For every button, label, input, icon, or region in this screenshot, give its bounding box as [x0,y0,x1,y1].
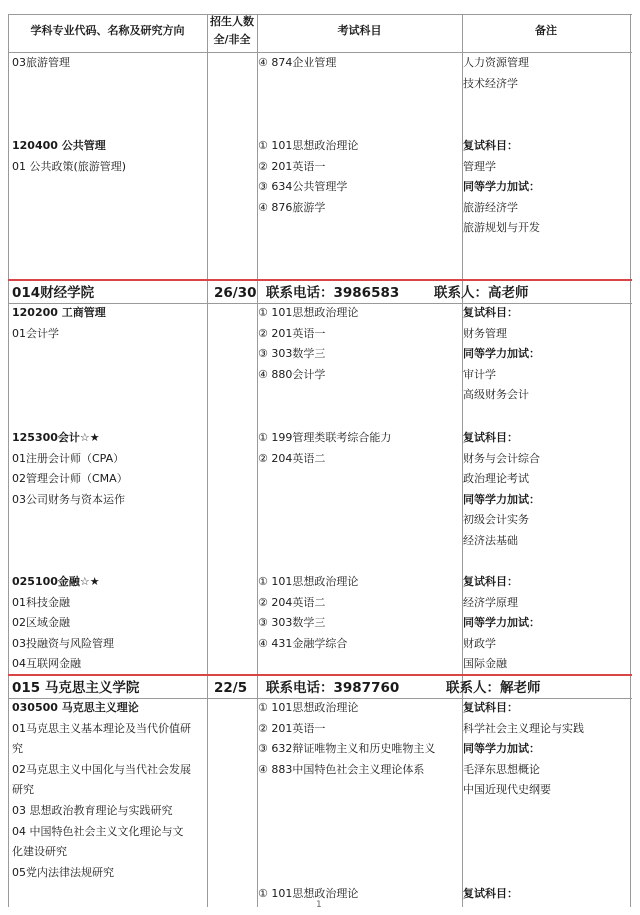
direction-item: 01科技金融 [12,595,70,609]
notes-cell [463,428,540,552]
direction-item: 02管理会计师（CMA） [12,472,128,486]
exam-item: ① 199管理类联考综合能力 [258,431,392,444]
table-top-border [8,14,632,15]
retest-label: 复试科目： [463,701,518,714]
notes-cell [463,572,540,675]
header-major: 学科专业代码、名称及研究方向 [30,24,185,37]
direction-item: 研究 [12,783,34,797]
exam-item: ④ 883中国特色社会主义理论体系 [258,762,425,776]
college-contact: 联系人：解老师 [446,680,541,696]
major-code: 120200 工商管理 [12,306,106,319]
direction-item: 04互联网金融 [12,657,81,671]
direction-item: 究 [12,742,23,756]
direction-item: 03公司财务与资本运作 [12,492,125,506]
college-phone: 联系电话：3987760 [266,680,400,696]
exam-item: ② 201英语一 [258,721,326,735]
note-item: 技术经济学 [463,76,518,90]
notes-cell [463,884,518,905]
page-number: 1 [316,900,322,910]
college-enrollment: 26/30 [214,285,257,301]
exams-cell [258,698,435,780]
exams-cell [258,428,391,469]
exam-item: ④ 431金融学综合 [258,636,348,650]
note-item: 经济学原理 [463,595,518,609]
note-item: 国际金融 [463,657,507,671]
direction-item: 01马克思主义基本理论及当代价值研 [12,721,191,735]
note-item: 政治理论考试 [463,472,529,486]
direction-item: 01注册会计师（CPA） [12,451,125,465]
exam-item: ④ 880会计学 [258,367,326,381]
exam-item: ③ 632辩证唯物主义和历史唯物主义 [258,742,436,756]
direction-item: 化建设研究 [12,845,67,859]
column-divider [630,14,631,907]
retest-label: 复试科目： [463,575,518,588]
exam-item: ① 101思想政治理论 [258,575,359,588]
note-item: 中国近现代史纲要 [463,783,551,797]
direction-item: 03投融资与风险管理 [12,636,114,650]
major-cell [12,136,126,177]
exams-cell [258,136,358,218]
equivalent-label: 同等学力加试： [463,347,540,361]
exam-item: ① 101思想政治理论 [258,887,359,900]
direction-item: 04 中国特色社会主义文化理论与文 [12,824,184,838]
major-cell [12,572,114,675]
equivalent-label: 同等学力加试： [463,742,540,756]
note-item: 审计学 [463,367,496,381]
exam-item: ④ 874企业管理 [258,56,337,69]
exam-item: ② 204英语二 [258,451,326,465]
note-item: 人力资源管理 [463,56,529,69]
note-item: 管理学 [463,159,496,173]
exam-item: ② 201英语一 [258,326,326,340]
college-name: 014财经学院 [12,285,95,301]
header-enrollment-line1: 招生人数 [210,15,254,28]
column-divider [207,14,208,907]
college-phone: 联系电话：3986583 [266,285,400,301]
header-enrollment [207,13,257,49]
note-item: 财政学 [463,636,496,650]
exams-cell [258,53,336,74]
exams-cell [258,884,358,905]
direction-cell [12,53,70,74]
exam-item: ① 101思想政治理论 [258,701,359,714]
retest-label: 复试科目： [463,431,518,444]
note-item: 毛泽东思想概论 [463,762,540,776]
exam-item: ① 101思想政治理论 [258,306,359,319]
header-exams: 考试科目 [337,24,382,37]
note-item: 旅游规划与开发 [463,221,540,235]
exams-cell [258,572,358,654]
direction-item: 02马克思主义中国化与当代社会发展 [12,762,191,776]
major-code: 120400 公共管理 [12,139,106,152]
direction-item: 03 思想政治教育理论与实践研究 [12,803,173,817]
exam-item: ③ 303数学三 [258,616,326,630]
notes-cell [463,136,540,239]
note-item: 财务与会计综合 [463,451,540,465]
note-item: 旅游经济学 [463,200,518,214]
column-divider [8,14,9,907]
note-item: 高级财务会计 [463,388,529,402]
header-enrollment-line2: 全/非全 [213,33,251,46]
direction-item: 02区域金融 [12,616,70,630]
notes-cell [463,53,529,94]
note-item: 科学社会主义理论与实践 [463,721,584,735]
exam-item: ④ 876旅游学 [258,200,326,214]
equivalent-label: 同等学力加试： [463,492,540,506]
notes-cell [463,698,584,801]
direction-item: 01会计学 [12,326,59,340]
exam-item: ① 101思想政治理论 [258,139,359,152]
exam-item: ② 204英语二 [258,595,326,609]
college-contact: 联系人：高老师 [434,285,529,301]
retest-label: 复试科目： [463,887,518,900]
retest-label: 复试科目： [463,306,518,319]
equivalent-label: 同等学力加试： [463,180,540,194]
note-item: 财务管理 [463,326,507,340]
note-item: 初级会计实务 [463,513,529,527]
major-cell [12,698,191,883]
section-divider [8,674,632,676]
exam-item: ② 201英语一 [258,159,326,173]
college-enrollment: 22/5 [214,680,248,696]
major-code: 025100金融☆★ [12,575,100,588]
note-item: 经济法基础 [463,533,518,547]
notes-cell [463,303,540,406]
exams-cell [258,303,358,385]
section-divider [8,279,632,281]
major-code: 030500 马克思主义理论 [12,701,139,714]
college-name: 015 马克思主义学院 [12,680,140,696]
direction-item: 01 公共政策(旅游管理) [12,159,127,173]
direction-item: 03旅游管理 [12,56,70,69]
major-code: 125300会计☆★ [12,431,100,444]
direction-item: 05党内法律法规研究 [12,865,114,879]
exam-item: ③ 634公共管理学 [258,180,348,194]
major-cell [12,303,106,344]
exam-item: ③ 303数学三 [258,347,326,361]
header-notes: 备注 [535,24,557,37]
major-cell [12,428,128,510]
retest-label: 复试科目： [463,139,518,152]
equivalent-label: 同等学力加试： [463,616,540,630]
